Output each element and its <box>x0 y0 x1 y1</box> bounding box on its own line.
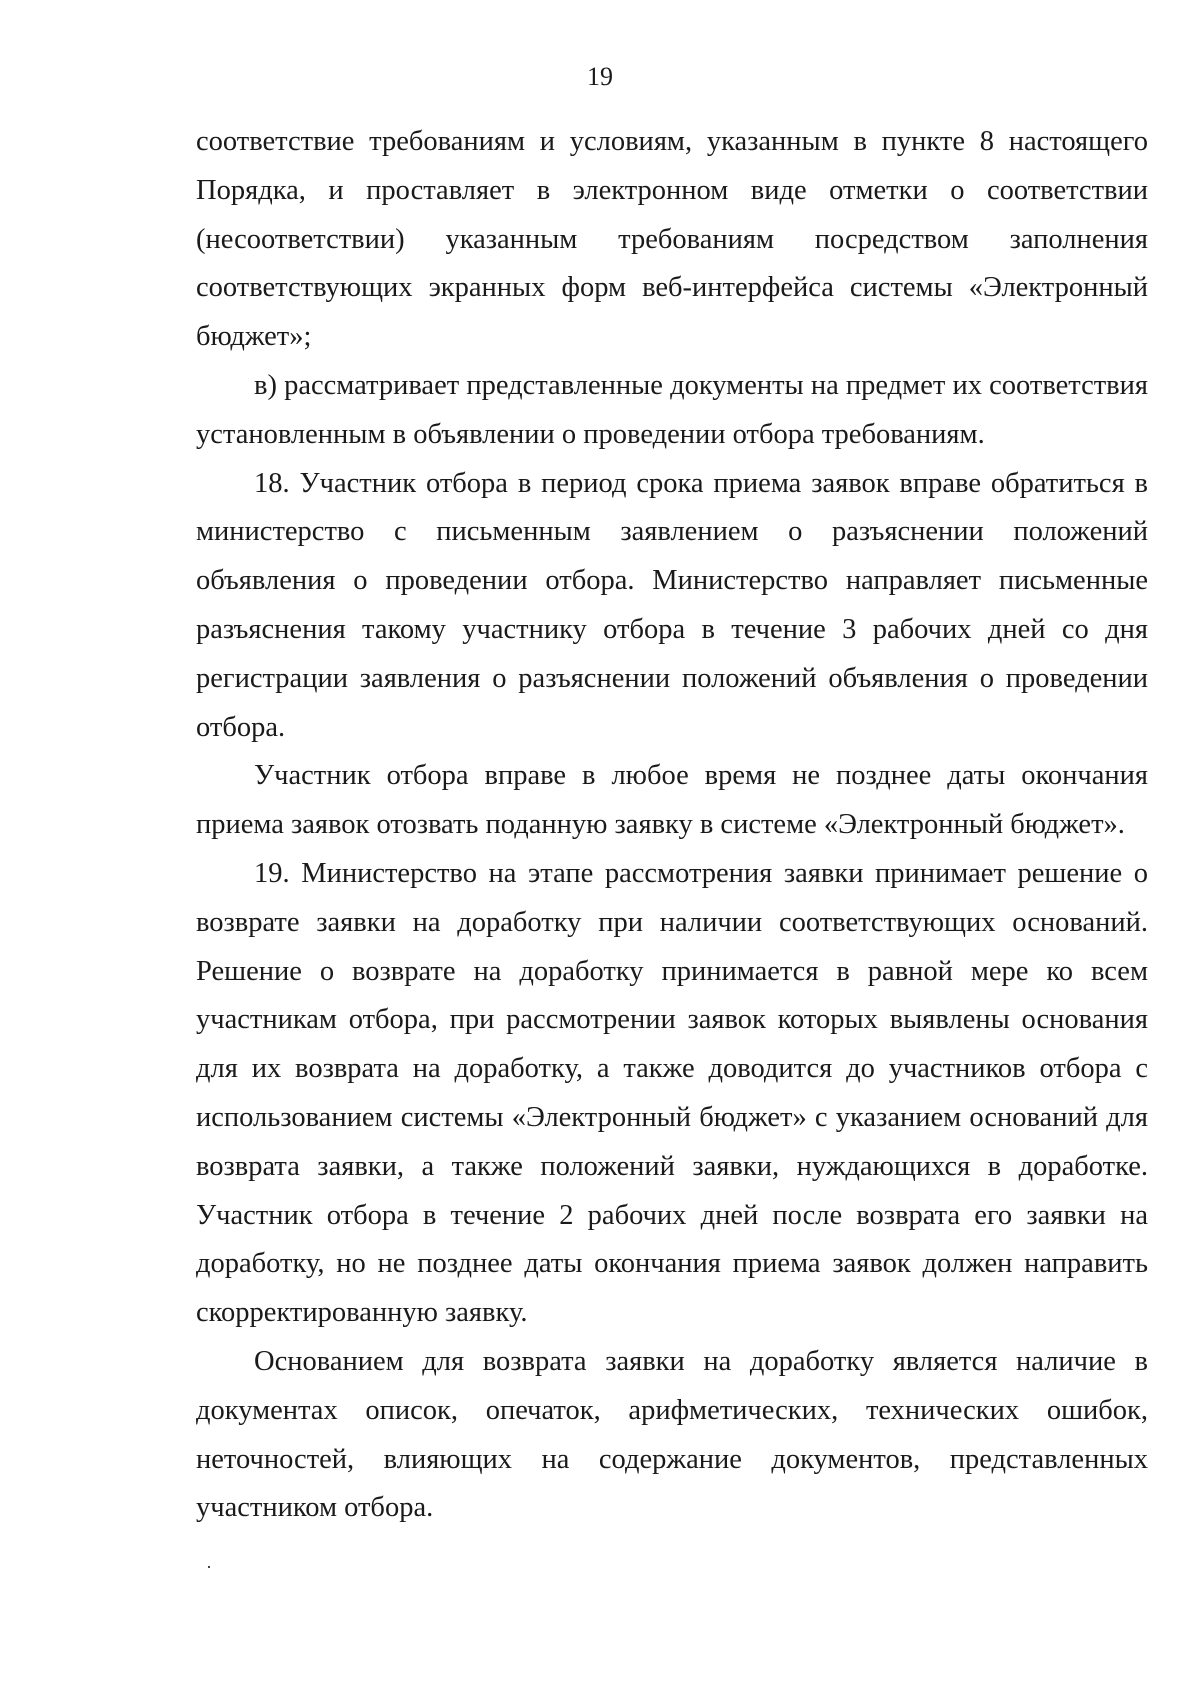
paragraph-withdrawal: Участник отбора вправе в любое время не позднее даты окончания приема заявок отозвать поданную заявку в системе «Электронный бюджет». <box>196 760 1148 841</box>
paragraph-continuation: соответствие требованиям и условиям, указанным в пункте 8 настоящего Порядка, и проставляет в электронном виде отметки о соответствии (несоответствии) указанным требованиям посредством заполнения соответствующих экранных форм веб-интерфейса системы «Электронный бюджет»; <box>196 126 1148 353</box>
paragraph-item-v: в) рассматривает представленные документы на предмет их соответствия установленным в объявлении о проведении отбора требованиям. <box>196 369 1148 450</box>
paragraph-return-grounds: Основанием для возврата заявки на доработку является наличие в документах описок, опечаток, арифметических, технических ошибок, неточностей, влияющих на содержание документов, представленных участником отбора. <box>196 1345 1148 1524</box>
paragraph-clause-19: 19. Министерство на этапе рассмотрения заявки принимает решение о возврате заявки на доработку при наличии соответствующих оснований. Решение о возврате на доработку принимается в равной мере ко всем участникам отбора, при рассмотрении заявок которых выявлены основания для их возврата на доработку, а также доводится до участников отбора с использованием системы «Электронный бюджет» с указанием оснований для возврата заявки, а также положений заявки, нуждающихся в доработке. Участник отбора в течение 2 рабочих дней после возврата его заявки на доработку, но не позднее даты окончания приема заявок должен направить скорректированную заявку. <box>196 857 1148 1329</box>
paragraph-clause-18: 18. Участник отбора в период срока приема заявок вправе обратиться в министерство с письменным заявлением о разъяснении положений объявления о проведении отбора. Министерство направляет письменные разъяснения такому участнику отбора в течение 3 рабочих дней со дня регистрации заявления о разъяснении положений объявления о проведении отбора. <box>196 467 1148 743</box>
document-body <box>196 118 1148 1533</box>
scan-artifact <box>208 1566 210 1568</box>
page-number: 19 <box>587 62 613 91</box>
